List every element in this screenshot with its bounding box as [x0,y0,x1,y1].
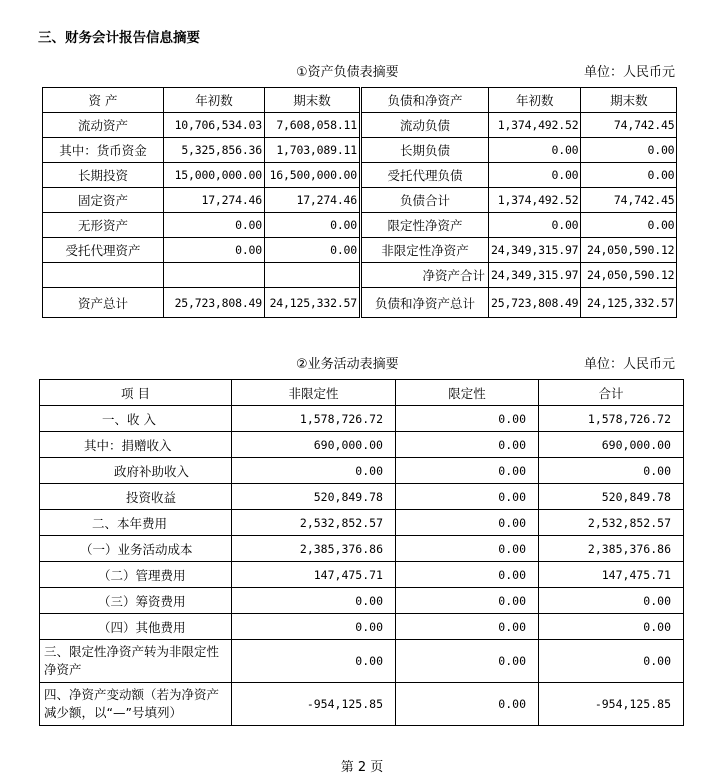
row-label: 净资产合计 [361,263,489,288]
balance-sheet-unit: 单位：人民币元 [584,65,676,80]
table-row [40,588,684,614]
value-cell: 0.00 [539,588,684,614]
header-cell: 资 产 [43,88,164,113]
row-label: （一）业务活动成本 [40,536,232,562]
value-cell: -954,125.85 [232,683,396,726]
value-cell: 0.00 [232,640,396,683]
value-cell: 1,374,492.52 [489,113,581,138]
row-label: 非限定性净资产 [361,238,489,263]
value-cell: 0.00 [232,458,396,484]
row-label: 长期负债 [361,138,489,163]
value-cell: 5,325,856.36 [164,138,265,163]
value-cell: 24,050,590.12 [581,238,677,263]
value-cell: 0.00 [396,614,539,640]
row-label: （三）筹资费用 [40,588,232,614]
header-cell: 限定性 [396,380,539,406]
value-cell: 0.00 [396,432,539,458]
value-cell: 7,608,058.11 [265,113,361,138]
table-row [40,510,684,536]
table-row [40,458,684,484]
row-label [43,263,164,288]
row-label: 受托代理负债 [361,163,489,188]
value-cell: 2,532,852.57 [232,510,396,536]
value-cell [164,263,265,288]
page-number: 第 2 页 [340,760,384,775]
activity-statement-unit: 单位：人民币元 [584,357,676,372]
table-row [43,163,677,188]
value-cell [265,263,361,288]
table-row [40,432,684,458]
value-cell: 520,849.78 [232,484,396,510]
value-cell: 0.00 [396,562,539,588]
value-cell: 10,706,534.03 [164,113,265,138]
row-label: （二）管理费用 [40,562,232,588]
value-cell: 690,000.00 [539,432,684,458]
value-cell: 0.00 [265,238,361,263]
value-cell: 520,849.78 [539,484,684,510]
value-cell: 0.00 [396,536,539,562]
table-header-row [40,380,684,406]
table-row [40,406,684,432]
row-label: 投资收益 [40,484,232,510]
value-cell: 2,532,852.57 [539,510,684,536]
row-label: 政府补助收入 [40,458,232,484]
row-label: 其中：捐赠收入 [40,432,232,458]
value-cell: 0.00 [396,640,539,683]
value-cell: 1,578,726.72 [232,406,396,432]
value-cell: 25,723,808.49 [489,288,581,318]
row-label: 固定资产 [43,188,164,213]
table-row [40,614,684,640]
row-label: 三、限定性净资产转为非限定性净资产 [40,640,232,683]
table-row [40,562,684,588]
balance-sheet-table [42,87,677,318]
value-cell: 147,475.71 [539,562,684,588]
activity-statement-caption: ②业务活动表摘要 [296,357,399,372]
value-cell: 15,000,000.00 [164,163,265,188]
value-cell: -954,125.85 [539,683,684,726]
value-cell: 0.00 [539,640,684,683]
row-label: 一、收 入 [40,406,232,432]
row-label: 流动负债 [361,113,489,138]
row-label: 二、本年费用 [40,510,232,536]
header-cell: 年初数 [489,88,581,113]
value-cell: 0.00 [489,213,581,238]
value-cell: 17,274.46 [164,188,265,213]
value-cell: 2,385,376.86 [232,536,396,562]
row-label: 流动资产 [43,113,164,138]
header-cell: 合计 [539,380,684,406]
table-row [43,188,677,213]
value-cell: 0.00 [396,406,539,432]
table-row [43,213,677,238]
value-cell: 0.00 [539,614,684,640]
value-cell: 24,349,315.97 [489,238,581,263]
table-row [43,138,677,163]
value-cell: 0.00 [489,163,581,188]
table-row [40,484,684,510]
row-label: 受托代理资产 [43,238,164,263]
value-cell: 74,742.45 [581,188,677,213]
table-row [43,263,677,288]
table-row [40,640,684,683]
row-label: 四、净资产变动额（若为净资产减少额，以“—”号填列） [40,683,232,726]
value-cell: 0.00 [581,163,677,188]
value-cell: 0.00 [396,458,539,484]
value-cell: 0.00 [396,683,539,726]
value-cell: 0.00 [581,213,677,238]
header-cell: 期末数 [265,88,361,113]
row-label: 负债合计 [361,188,489,213]
row-label: 其中：货币资金 [43,138,164,163]
value-cell: 0.00 [396,484,539,510]
value-cell: 0.00 [581,138,677,163]
value-cell: 1,703,089.11 [265,138,361,163]
value-cell: 24,349,315.97 [489,263,581,288]
row-label: 负债和净资产总计 [361,288,489,318]
header-cell: 项 目 [40,380,232,406]
header-cell: 期末数 [581,88,677,113]
value-cell: 0.00 [396,588,539,614]
table-row [40,683,684,726]
table-row [43,288,677,318]
value-cell: 1,374,492.52 [489,188,581,213]
value-cell: 74,742.45 [581,113,677,138]
value-cell: 17,274.46 [265,188,361,213]
value-cell: 0.00 [164,238,265,263]
value-cell: 0.00 [539,458,684,484]
table-header-row [43,88,677,113]
value-cell: 24,050,590.12 [581,263,677,288]
value-cell: 0.00 [396,510,539,536]
value-cell: 24,125,332.57 [265,288,361,318]
row-label: 限定性净资产 [361,213,489,238]
header-cell: 负债和净资产 [361,88,489,113]
value-cell: 0.00 [489,138,581,163]
table-row [43,113,677,138]
value-cell: 2,385,376.86 [539,536,684,562]
value-cell: 16,500,000.00 [265,163,361,188]
value-cell: 0.00 [265,213,361,238]
table-row [43,238,677,263]
value-cell: 25,723,808.49 [164,288,265,318]
value-cell: 147,475.71 [232,562,396,588]
row-label: 长期投资 [43,163,164,188]
header-cell: 年初数 [164,88,265,113]
value-cell: 0.00 [232,614,396,640]
balance-sheet-caption: ①资产负债表摘要 [296,65,399,80]
activity-statement-table [39,379,684,726]
section-heading: 三、财务会计报告信息摘要 [38,30,200,46]
value-cell: 0.00 [164,213,265,238]
row-label: 资产总计 [43,288,164,318]
row-label: （四）其他费用 [40,614,232,640]
value-cell: 1,578,726.72 [539,406,684,432]
value-cell: 0.00 [232,588,396,614]
row-label: 无形资产 [43,213,164,238]
value-cell: 690,000.00 [232,432,396,458]
header-cell: 非限定性 [232,380,396,406]
value-cell: 24,125,332.57 [581,288,677,318]
table-row [40,536,684,562]
